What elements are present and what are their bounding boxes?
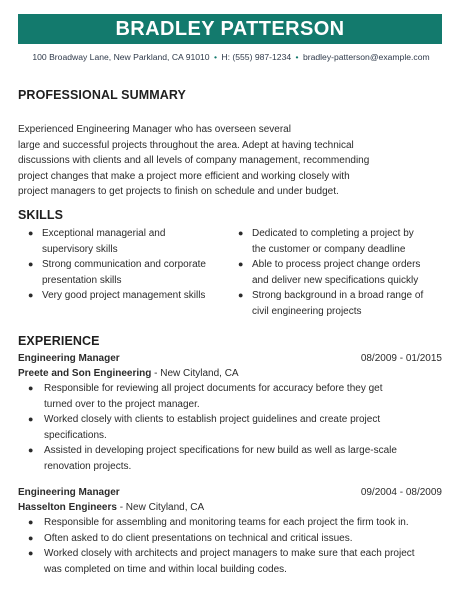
bullet-line: Often asked to do client presentations on technical and critical issues.	[44, 532, 353, 544]
company-location: - New Cityland, CA	[151, 368, 239, 379]
job-dates: 08/2009 - 01/2015	[360, 353, 442, 364]
job-bullets	[22, 381, 442, 474]
bullet-icon: ●	[28, 414, 34, 424]
contact-line	[0, 52, 462, 62]
contact-phone: H: (555) 987-1234	[221, 52, 292, 62]
bullet-line: specifications.	[44, 429, 107, 441]
summary-line: large and successful projects throughout the area. Adept at having technical	[18, 139, 354, 151]
bullet-icon: ●	[28, 532, 34, 543]
skills-column-left	[24, 226, 234, 319]
skill-item	[24, 226, 234, 257]
job-header	[18, 352, 442, 366]
skills-list	[24, 226, 444, 319]
experience-heading: EXPERIENCE	[18, 334, 100, 348]
summary-heading: PROFESSIONAL SUMMARY	[18, 88, 186, 102]
job-bullet	[22, 515, 442, 531]
bullet-icon: ●	[238, 290, 244, 300]
skills-heading: SKILLS	[18, 208, 64, 222]
skill-item	[24, 288, 234, 304]
skill-line: Dedicated to completing a project by	[252, 228, 414, 239]
bullet-line: Worked closely with clients to establish project guidelines and create project	[44, 414, 381, 425]
bullet-icon: ●	[28, 383, 34, 393]
summary-text	[18, 122, 438, 200]
skill-line: presentation skills	[42, 274, 122, 286]
bullet-icon: ●	[28, 517, 34, 527]
skill-line: civil engineering projects	[252, 305, 362, 317]
skills-column-right	[234, 226, 444, 319]
job-entry	[18, 352, 442, 474]
job-bullet	[22, 531, 442, 547]
bullet-line: Responsible for assembling and monitoring teams for each project the firm took in.	[44, 517, 409, 528]
company-location: - New Cityland, CA	[116, 502, 205, 513]
job-bullet	[22, 546, 442, 577]
job-header	[18, 486, 442, 500]
skill-item	[234, 288, 444, 319]
bullet-icon: ●	[238, 228, 244, 238]
job-bullet	[22, 381, 442, 412]
job-title: Engineering Manager	[18, 353, 120, 364]
summary-line: project changes that make a project more efficient and working closely with	[18, 170, 350, 182]
skill-line: Very good project management skills	[42, 290, 206, 301]
contact-separator: •	[213, 52, 217, 62]
job-employer	[18, 500, 442, 515]
job-bullet	[22, 443, 442, 474]
company-name: Preete and Son Engineering	[18, 368, 152, 379]
job-bullet	[22, 412, 442, 443]
skill-line: supervisory skills	[42, 243, 118, 255]
job-employer	[18, 366, 442, 381]
company-name: Hasselton Engineers	[18, 502, 117, 513]
summary-line: project managers to get projects to finish on schedule and under budget.	[18, 186, 339, 197]
summary-line: discussions with clients and all levels of company management, recommending	[18, 155, 370, 166]
bullet-line: was completed on time and within local building codes.	[44, 563, 287, 575]
bullet-icon: ●	[28, 228, 34, 238]
job-dates: 09/2004 - 08/2009	[360, 487, 442, 498]
bullet-icon: ●	[28, 548, 34, 558]
bullet-icon: ●	[238, 259, 244, 269]
bullet-line: renovation projects.	[44, 460, 132, 472]
skill-line: Able to process project change orders	[252, 259, 421, 270]
bullet-line: turned over to the project manager.	[44, 398, 200, 410]
skill-item	[234, 257, 444, 288]
bullet-line: Assisted in developing project specifications for new build as well as large-scale	[44, 445, 397, 456]
skill-line: and deliver new specifications quickly	[252, 274, 419, 286]
bullet-icon: ●	[28, 259, 34, 269]
job-entry	[18, 486, 442, 577]
skill-item	[24, 257, 234, 288]
skill-line: Strong background in a broad range of	[252, 290, 424, 301]
contact-address: 100 Broadway Lane, New Parkland, CA 91010	[32, 52, 210, 62]
name-banner	[18, 14, 442, 44]
bullet-line: Responsible for reviewing all project documents for accuracy before they get	[44, 383, 383, 394]
contact-email: bradley-patterson@example.com	[302, 52, 430, 62]
contact-separator: •	[295, 52, 299, 62]
skill-line: Exceptional managerial and	[42, 228, 166, 239]
job-title: Engineering Manager	[18, 487, 120, 498]
skill-line: Strong communication and corporate	[42, 259, 206, 270]
bullet-icon: ●	[28, 290, 34, 300]
skill-item	[234, 226, 444, 257]
bullet-icon: ●	[28, 445, 34, 455]
candidate-name: BRADLEY PATTERSON	[115, 17, 345, 40]
job-bullets	[22, 515, 442, 577]
bullet-line: Worked closely with architects and project managers to make sure that each project	[44, 548, 415, 559]
summary-line: Experienced Engineering Manager who has overseen several	[18, 124, 291, 135]
skill-line: the customer or company deadline	[252, 243, 406, 255]
